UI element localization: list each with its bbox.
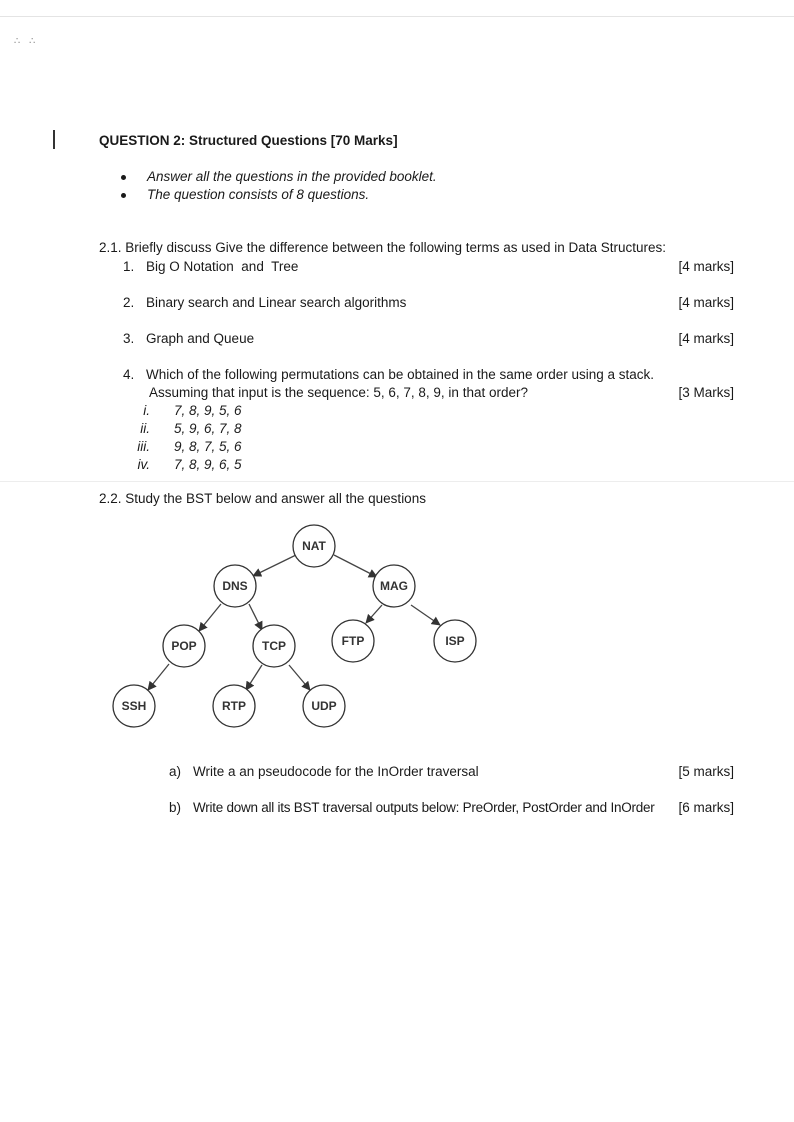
bst-node-dns: DNS <box>222 579 248 593</box>
edge-nat-dns <box>253 555 296 576</box>
q21-item-1-text: Big O Notation and Tree <box>146 259 299 274</box>
edge-pop-ssh <box>148 664 169 690</box>
edge-mag-ftp <box>366 605 382 623</box>
q21-item-4-line1: Which of the following permutations can be obtained in the same order using a stack. <box>146 367 655 382</box>
q22-intro: 2.2. Study the BST below and answer all the questions <box>99 491 426 506</box>
option-roman-iii: iii. <box>137 439 150 454</box>
q21-item-3-marks: [4 marks] <box>678 331 734 346</box>
instruction-1: Answer all the questions in the provided booklet. <box>147 169 437 184</box>
scan-specks: ∴ ∴ <box>14 36 39 47</box>
q21-item-2-text: Binary search and Linear search algorithms <box>146 295 407 310</box>
bst-node-tcp: TCP <box>262 639 286 653</box>
option-roman-iv: iv. <box>137 457 150 472</box>
q21-item-3-text: Graph and Queue <box>146 331 255 346</box>
edge-nat-mag <box>334 555 377 577</box>
q22-part-b-marks: [6 marks] <box>678 800 734 815</box>
q22-part-b-label: b) <box>169 800 182 815</box>
bst-node-ssh: SSH <box>121 699 147 713</box>
bst-node-ftp: FTP <box>341 634 365 648</box>
q21-item-4-num: 4. <box>123 367 135 382</box>
option-roman-ii: ii. <box>140 421 150 436</box>
option-text-iii: 9, 8, 7, 5, 6 <box>174 439 242 454</box>
q21-item-1-num: 1. <box>123 259 135 274</box>
q21-item-4-line2: Assuming that input is the sequence: 5, 6, 7, 8, 9, in that order? <box>149 385 528 400</box>
q22-part-a-text: Write a an pseudocode for the InOrder traversal <box>193 764 479 779</box>
edge-tcp-udp <box>289 665 310 690</box>
bst-node-pop: POP <box>171 639 197 653</box>
q21-item-1-marks: [4 marks] <box>678 259 734 274</box>
q21-item-2-marks: [4 marks] <box>678 295 734 310</box>
q22-part-a-label: a) <box>169 764 182 779</box>
option-roman-i: i. <box>143 403 150 418</box>
q22-part-a-marks: [5 marks] <box>678 764 734 779</box>
option-text-iv: 7, 8, 9, 6, 5 <box>174 457 242 472</box>
bst-node-mag: MAG <box>380 579 408 593</box>
edge-dns-pop <box>199 604 221 631</box>
q21-item-3-num: 3. <box>123 331 135 346</box>
edge-dns-tcp <box>249 604 262 630</box>
question-heading: QUESTION 2: Structured Questions [70 Marks] <box>99 133 398 148</box>
instruction-2: The question consists of 8 questions. <box>147 187 370 202</box>
bst-node-udp: UDP <box>311 699 337 713</box>
option-text-ii: 5, 9, 6, 7, 8 <box>174 421 242 436</box>
q22-part-b-text: Write down all its BST traversal outputs below: PreOrder, PostOrder and InOrder <box>193 800 655 815</box>
bst-node-rtp: RTP <box>222 699 246 713</box>
q21-item-2-num: 2. <box>123 295 135 310</box>
bst-node-isp: ISP <box>445 634 465 648</box>
edge-tcp-rtp <box>246 665 262 690</box>
q21-intro: 2.1. Briefly discuss Give the difference between the following terms as used in Data Structures: <box>99 240 667 255</box>
option-text-i: 7, 8, 9, 5, 6 <box>174 403 242 418</box>
q21-item-4-marks: [3 Marks] <box>678 385 734 400</box>
bst-node-nat: NAT <box>302 539 326 553</box>
edge-mag-isp <box>411 605 440 625</box>
